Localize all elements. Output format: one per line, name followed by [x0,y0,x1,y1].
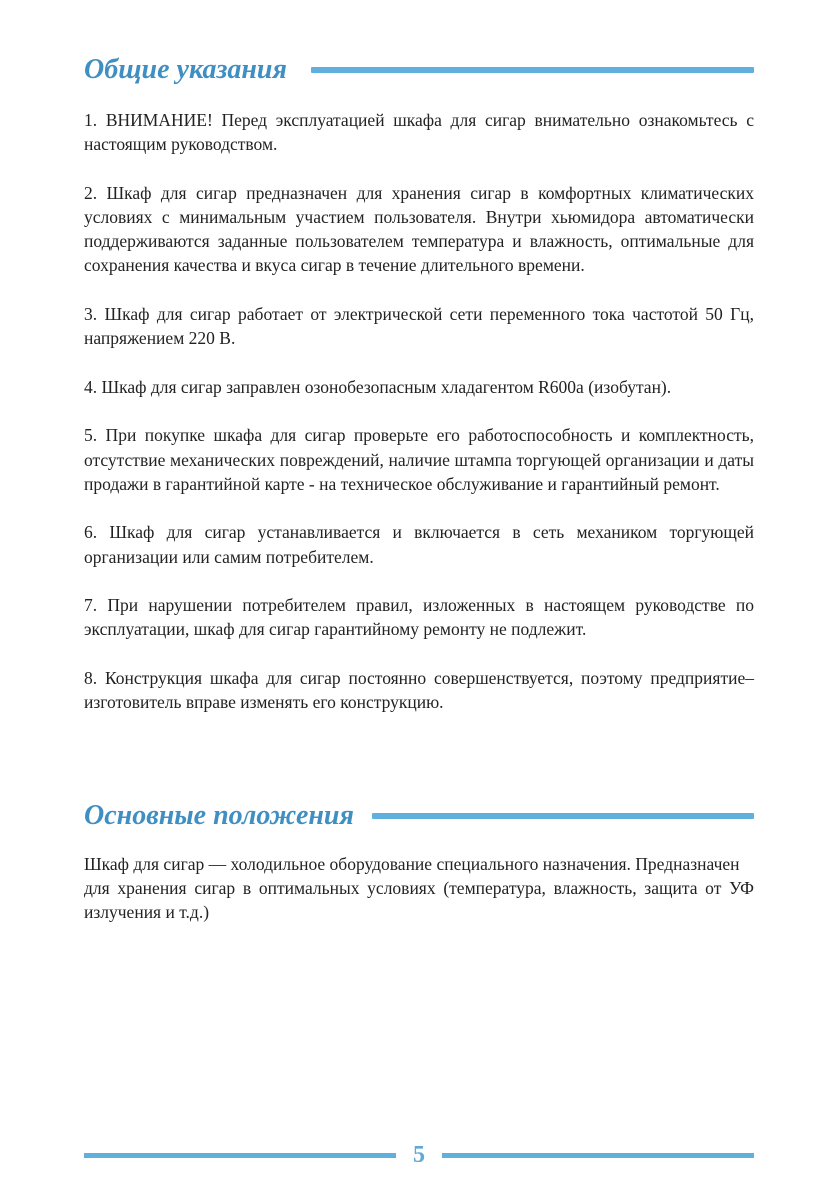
instruction-item: 4. Шкаф для сигар заправлен озонобезопасным хладагентом R600a (изобутан). [84,376,672,397]
instruction-item: 1. ВНИМАНИЕ! Перед эксплуатацией шкафа для сигар внимательно ознакомьтесь с настоящим руководством. [84,110,754,155]
page-footer [84,1140,754,1170]
instruction-list [84,108,754,739]
section-header-basics [84,802,754,830]
instruction-item: 7. При нарушении потребителем правил, изложенных в настоящем руководстве по эксплуатации, шкаф для сигар гарантийному ремонту не подлежит. [84,595,754,640]
footer-rule-right [442,1153,754,1158]
basics-intro [84,852,754,925]
instruction-item: 2. Шкаф для сигар предназначен для хранения сигар в комфортных климатических условиях с минимальным участием пользователя. Внутри хьюмидора автоматически поддерживаются заданные пользователем температура и влажность, оптимальные для сохранения качества и вкуса сигар в течение длительного времени. [84,182,754,276]
instruction-item: 5. При покупке шкафа для сигар проверьте его работоспособность и комплектность, отсутствие механических повреждений, наличие штампа торгующей организации и даты продажи в гарантийной карте - на техническое обслуживание и гарантийный ремонт. [84,425,754,494]
section-title-basics: Основные положения [84,800,354,831]
instruction-item: 6. Шкаф для сигар устанавливается и включается в сеть механиком торгующей организации или самим потребителем. [84,522,754,567]
instruction-item: 8. Конструкция шкафа для сигар постоянно совершенствуется, поэтому предприятие–изготовитель вправе изменять его конструкцию. [84,667,754,713]
section-header-general [84,56,754,84]
document-page [84,0,754,1192]
footer-rule-left [84,1153,396,1158]
intro-line: для хранения сигар в оптимальных условиях (температура, влажность, защита от УФ излучения и т.д.) [84,878,754,923]
instruction-item: 3. Шкаф для сигар работает от электрической сети переменного тока частотой 50 Гц, напряжением 220 В. [84,304,754,349]
page-number: 5 [413,1142,425,1168]
intro-line: Шкаф для сигар — холодильное оборудование специального назначения. Предназначен [84,854,740,874]
section-divider [372,813,754,819]
section-divider [311,67,754,73]
section-title-general: Общие указания [84,54,287,85]
